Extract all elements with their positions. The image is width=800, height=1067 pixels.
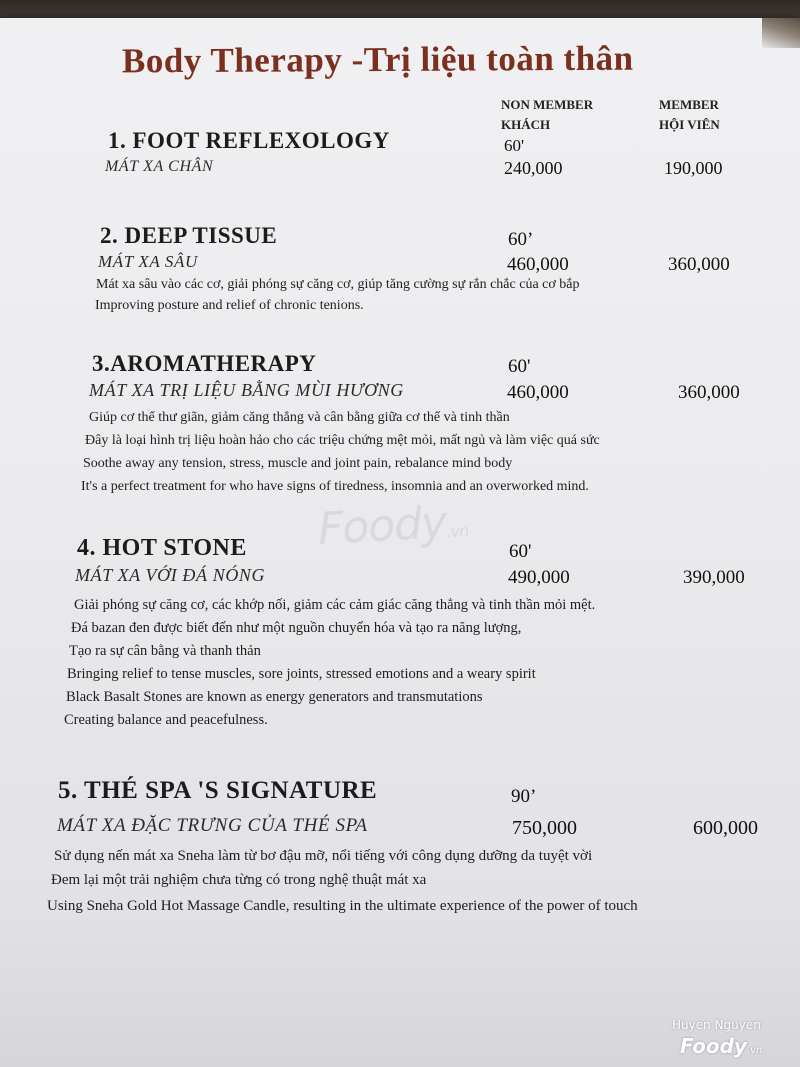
- price-non-member: 750,000: [512, 817, 577, 839]
- column-header-member: [659, 95, 720, 135]
- description-line: Giúp cơ thể thư giãn, giảm căng thẳng và cân bằng giữa cơ thể và tinh thần: [89, 410, 510, 425]
- service-name-vn: MÁT XA TRỊ LIỆU BẰNG MÙI HƯƠNG: [89, 380, 404, 400]
- column-header-non-member-en: NON MEMBER: [501, 97, 594, 112]
- service-duration: 60’: [508, 229, 534, 250]
- page-title: Body Therapy -Trị liệu toàn thân: [121, 38, 634, 81]
- description-line: Đem lại một trải nghiệm chưa từng có trong nghệ thuật mát xa: [51, 872, 427, 888]
- service-name-vn: MÁT XA VỚI ĐÁ NÓNG: [75, 565, 266, 585]
- page-corner-fold: [762, 18, 800, 48]
- description-line: Giải phóng sự căng cơ, các khớp nối, giảm các cảm giác căng thẳng và tinh thần mỏi mệt.: [74, 597, 596, 613]
- credit-brand: Foody: [680, 1034, 747, 1058]
- description-line: Using Sneha Gold Hot Massage Candle, resulting in the ultimate experience of the power of touch: [47, 898, 638, 914]
- column-header-member-vn: HỘI VIÊN: [659, 117, 720, 132]
- description-line: Mát xa sâu vào các cơ, giải phóng sự căng cơ, giúp tăng cường sự rắn chắc của cơ bắp: [96, 277, 580, 292]
- price-member: 600,000: [693, 817, 758, 839]
- description-line: Creating balance and peacefulness.: [64, 712, 268, 728]
- service-duration: 90’: [511, 786, 537, 807]
- description-line: Sử dụng nến mát xa Sneha làm từ bơ đậu mỡ, nổi tiếng với công dụng dưỡng da tuyệt vời: [54, 848, 593, 864]
- service-duration: 60': [509, 541, 532, 562]
- price-member: 390,000: [683, 567, 745, 588]
- service-name-vn: MÁT XA ĐẶC TRƯNG CỦA THÉ SPA: [57, 815, 368, 836]
- service-duration: 60': [508, 356, 531, 377]
- foody-logo: [680, 1034, 762, 1058]
- price-member: 190,000: [664, 158, 723, 178]
- service-duration: 60': [504, 136, 525, 155]
- price-member: 360,000: [678, 382, 740, 403]
- description-line: Đây là loại hình trị liệu hoàn hảo cho các triệu chứng mệt mỏi, mất ngủ và làm việc quá sức: [85, 433, 600, 448]
- column-header-non-member-vn: KHÁCH: [501, 117, 551, 132]
- service-name-vn: MÁT XA SÂU: [98, 252, 198, 271]
- service-name: 5. THÉ SPA 'S SIGNATURE: [58, 777, 378, 804]
- column-header-member-en: MEMBER: [659, 97, 719, 112]
- description-line: Đá bazan đen được biết đến như một nguồn chuyển hóa và tạo ra năng lượng,: [71, 620, 522, 636]
- description-line: Bringing relief to tense muscles, sore joints, stressed emotions and a weary spirit: [67, 666, 536, 682]
- service-name: 4. HOT STONE: [77, 535, 247, 561]
- foody-watermark: [317, 496, 469, 555]
- description-line: Tạo ra sự cân bằng và thanh thản: [69, 643, 261, 659]
- watermark-brand: Foody: [316, 497, 448, 555]
- credit-suffix: .vn: [746, 1045, 763, 1056]
- service-name: 1. FOOT REFLEXOLOGY: [108, 128, 390, 153]
- price-non-member: 460,000: [507, 382, 569, 403]
- column-header-non-member: [501, 95, 593, 135]
- description-line: Soothe away any tension, stress, muscle and joint pain, rebalance mind body: [83, 456, 513, 471]
- watermark-suffix: .vn: [446, 521, 469, 542]
- description-line: Black Basalt Stones are known as energy generators and transmutations: [66, 689, 483, 705]
- description-line: Improving posture and relief of chronic tenions.: [95, 298, 364, 313]
- price-non-member: 460,000: [507, 254, 569, 275]
- description-line: It's a perfect treatment for who have signs of tiredness, insomnia and an overworked mind.: [81, 479, 589, 494]
- price-member: 360,000: [668, 254, 730, 275]
- price-non-member: 240,000: [504, 158, 563, 178]
- service-name-vn: MÁT XA CHÂN: [105, 158, 214, 175]
- service-name: 3.AROMATHERAPY: [92, 351, 317, 376]
- photo-credit-user: Huyen Nguyen: [672, 1018, 761, 1032]
- service-name: 2. DEEP TISSUE: [100, 223, 278, 248]
- price-non-member: 490,000: [508, 567, 570, 588]
